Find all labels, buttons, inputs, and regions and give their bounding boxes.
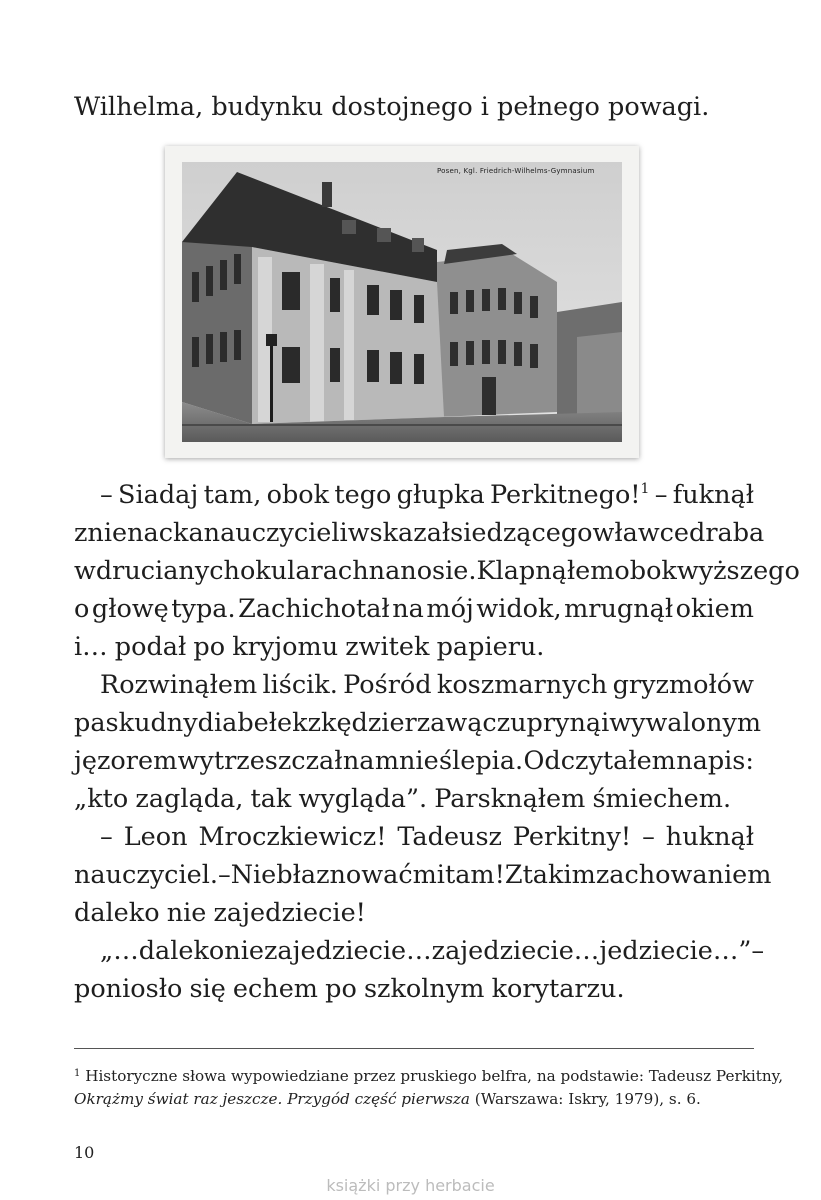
word: głupka [396, 480, 485, 510]
word: wygląda”. [298, 784, 428, 814]
word: wytrzeszczał [177, 746, 343, 776]
text-line [74, 628, 754, 666]
word: tam, [203, 480, 262, 510]
text-line [74, 818, 754, 856]
word: mój [426, 594, 474, 624]
word: Klapnąłem [476, 556, 615, 586]
footnote-line-1 [74, 1062, 784, 1088]
word: szkolnym [363, 974, 485, 1004]
word: Zachichotał [238, 594, 390, 624]
word: draba [689, 518, 765, 548]
word: zajedziecie! [213, 898, 366, 928]
text-line [74, 856, 772, 894]
word: diabełek [197, 708, 308, 738]
word: siedzącego [450, 518, 593, 548]
text-line [74, 932, 765, 970]
word: Siadaj [118, 480, 199, 510]
word: mrugnął [564, 594, 674, 624]
word: z [307, 708, 321, 738]
text-line [74, 476, 754, 514]
word: fuknął [672, 480, 754, 510]
word: się [189, 974, 226, 1004]
word: Nie [230, 860, 277, 890]
footnote [74, 1062, 784, 1111]
word: tego [334, 480, 392, 510]
word: mi [412, 860, 445, 890]
word: śmiechem. [592, 784, 732, 814]
word: zwitek [345, 632, 430, 662]
footnote-book-title: Okrążmy świat raz jeszcze. Przygód część pierwsza [74, 1090, 470, 1108]
word: poniosło [74, 974, 183, 1004]
intro-line: Wilhelma, budynku dostojnego i pełnego powagi. [74, 92, 710, 122]
word: kryjomu [232, 632, 339, 662]
word: „kto [74, 784, 129, 814]
footnote-marker: 1 [74, 1068, 81, 1079]
word: w [74, 556, 96, 586]
word: głowę [91, 594, 169, 624]
word: ślepia. [439, 746, 524, 776]
word: daleko [74, 898, 160, 928]
building-photo-image [182, 162, 622, 442]
word: echem [232, 974, 318, 1004]
word: – [100, 822, 113, 852]
word: po [325, 974, 357, 1004]
watermark: książki przy herbacie [326, 1176, 495, 1195]
word: Mroczkiewicz! [198, 822, 387, 852]
word: nie [166, 898, 207, 928]
word: znienacka [74, 518, 204, 548]
word: – [100, 480, 113, 510]
word: nosie. [400, 556, 477, 586]
word: Odczytałem [523, 746, 676, 776]
word: obok [266, 480, 330, 510]
footnote-text: Historyczne słowa wypowiedziane przez pruskiego belfra, na podstawie: Tadeusz Perkitny, [85, 1067, 784, 1085]
text-line [74, 742, 754, 780]
word: okularach [239, 556, 369, 586]
word: napis: [676, 746, 754, 776]
word: koszmarnych [436, 670, 608, 700]
word: błaznować [276, 860, 413, 890]
word: korytarzu. [491, 974, 625, 1004]
word: zajedziecie… [431, 936, 600, 966]
word: liścik. [262, 670, 338, 700]
footnote-citation: (Warszawa: Iskry, 1979), s. 6. [469, 1090, 701, 1108]
word: jęzorem [74, 746, 178, 776]
word: – [217, 860, 231, 890]
word: wyższego [676, 556, 800, 586]
word: – [751, 936, 765, 966]
word: po [193, 632, 226, 662]
word: podał [114, 632, 187, 662]
text-line [74, 590, 754, 628]
word: wskazał [347, 518, 451, 548]
word: zagląda, [135, 784, 244, 814]
body-text [74, 476, 800, 1008]
word: i… [74, 632, 108, 662]
word: okiem [675, 594, 754, 624]
word: Tadeusz [397, 822, 502, 852]
word: tak [250, 784, 292, 814]
word: obok [614, 556, 677, 586]
word: zajedziecie… [263, 936, 432, 966]
word: o [74, 594, 90, 624]
word: kędzierzawą [321, 708, 483, 738]
text-line [74, 970, 754, 1008]
word: i [339, 518, 348, 548]
word: na [368, 556, 401, 586]
word: – [642, 822, 655, 852]
word: papieru. [436, 632, 545, 662]
word: jedziecie…” [599, 936, 752, 966]
word: – [654, 480, 668, 510]
word: typa. [171, 594, 236, 624]
page-number: 10 [74, 1143, 95, 1162]
word: Rozwinąłem [100, 670, 258, 700]
footnote-reference[interactable]: 1 [640, 481, 650, 497]
word: gryzmołów [612, 670, 754, 700]
word: widok, [476, 594, 562, 624]
word: w [592, 518, 615, 548]
footnote-divider [74, 1048, 754, 1049]
word: tam! [444, 860, 505, 890]
text-line [74, 514, 765, 552]
footnote-line-2 [74, 1088, 754, 1111]
word: Perkitnego!$^1$ [489, 480, 650, 510]
word: i [601, 708, 610, 738]
word: „…daleko [100, 936, 225, 966]
word: Z [504, 860, 523, 890]
word: nauczyciel [203, 518, 340, 548]
word: na [342, 746, 375, 776]
word: wywalonym [609, 708, 762, 738]
word: drucianych [95, 556, 240, 586]
word: Pośród [343, 670, 432, 700]
word: zachowaniem [595, 860, 772, 890]
intro-paragraph [74, 88, 754, 126]
word: na [392, 594, 424, 624]
word: nie [224, 936, 264, 966]
word: mnie [374, 746, 439, 776]
word: Leon [123, 822, 188, 852]
word: nauczyciel. [74, 860, 218, 890]
text-line [74, 894, 754, 932]
word: Parsknąłem [434, 784, 586, 814]
word: paskudny [74, 708, 198, 738]
text-line [74, 780, 754, 818]
text-line [74, 666, 754, 704]
word: Perkitny! [512, 822, 632, 852]
word: czupryną [482, 708, 602, 738]
historical-photo [165, 146, 639, 458]
word: takim [522, 860, 596, 890]
word: ławce [614, 518, 690, 548]
text-line [74, 552, 800, 590]
photo-caption: Posen, Kgl. Friedrich-Wilhelms-Gymnasium [437, 167, 595, 175]
text-line [74, 704, 762, 742]
word: huknął [665, 822, 754, 852]
